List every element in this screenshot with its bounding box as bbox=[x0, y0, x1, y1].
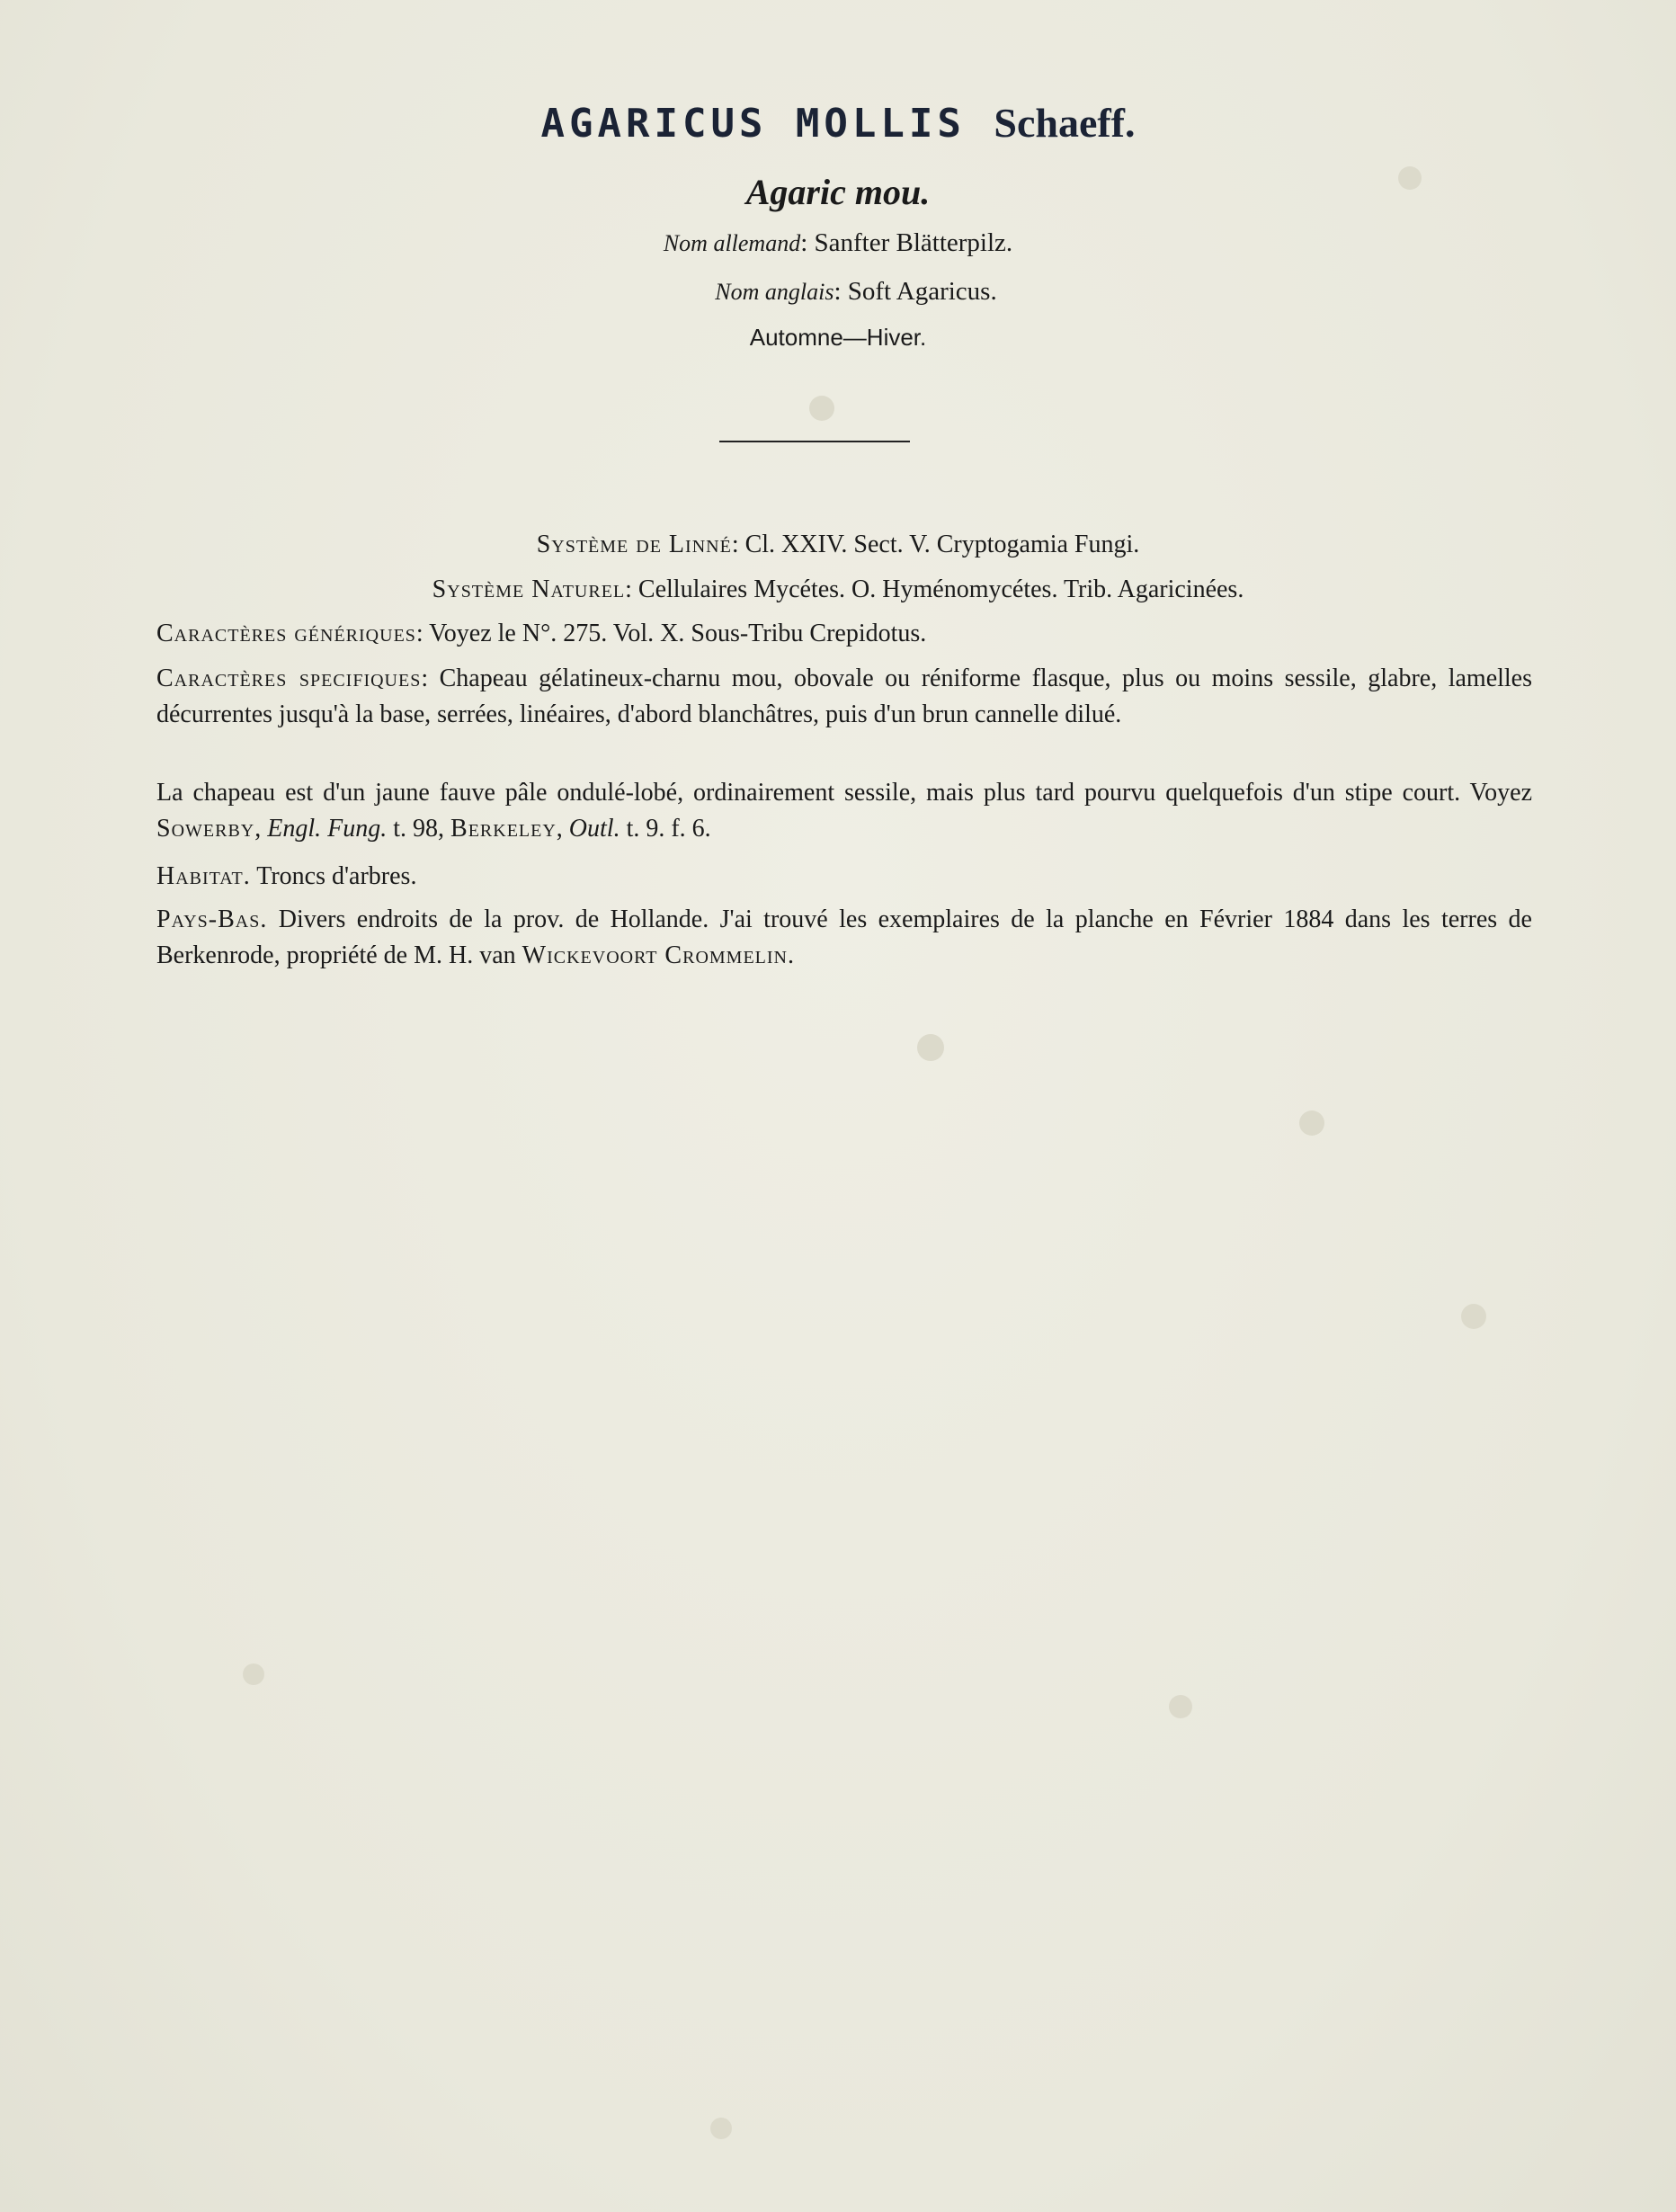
german-label: Nom allemand bbox=[663, 230, 801, 256]
foxing-spot bbox=[917, 1034, 944, 1061]
linne-text: : Cl. XXIV. Sect. V. Cryptogamia Fungi. bbox=[731, 531, 1140, 558]
habitat-paragraph bbox=[156, 859, 1532, 895]
berkeley-ref: Berkeley bbox=[450, 815, 557, 843]
foxing-spot bbox=[243, 1663, 264, 1685]
generiques-paragraph bbox=[156, 616, 1532, 652]
habitat-text: Troncs d'arbres. bbox=[250, 862, 417, 890]
naturel-line bbox=[0, 571, 1676, 608]
foxing-spot bbox=[710, 2118, 732, 2139]
engl-fung-ref: Engl. Fung. bbox=[267, 815, 388, 843]
english-name: : Soft Agaricus. bbox=[834, 277, 997, 306]
foxing-spot bbox=[1461, 1304, 1486, 1329]
paysbas-text: Divers endroits de la prov. de Hollande. J'ai trouvé les exemplaires de la planche en Février 1884 dans les terres de Berkenrode, propriété de M. H. van bbox=[156, 905, 1532, 969]
outl-ref: Outl. bbox=[568, 815, 620, 843]
english-label: Nom anglais bbox=[715, 279, 834, 305]
chapeau-text-2: t. 98, bbox=[387, 815, 451, 843]
german-name: : Sanfter Blätterpilz. bbox=[800, 228, 1013, 257]
specifiques-paragraph bbox=[156, 661, 1532, 733]
season-line: Automne—Hiver. bbox=[749, 324, 927, 351]
paysbas-label: Pays-Bas. bbox=[156, 905, 268, 933]
crommelin-name: Wickevoort Crommelin. bbox=[522, 941, 795, 969]
habitat-label: Habitat. bbox=[156, 862, 251, 890]
generiques-text: : Voyez le N°. 275. Vol. X. Sous-Tribu Crepidotus. bbox=[415, 620, 927, 647]
generiques-label: Caractères génériques bbox=[156, 620, 416, 647]
common-name: Agaric mou. bbox=[745, 172, 931, 212]
linne-line bbox=[0, 526, 1676, 563]
species-author: Schaeff. bbox=[994, 100, 1136, 146]
naturel-text: : Cellulaires Mycétes. O. Hyménomycétes. Trib. Agaricinées. bbox=[625, 575, 1244, 603]
sowerby-ref: Sowerby bbox=[156, 815, 255, 843]
chapeau-paragraph: La chapeau est d'un jaune fauve pâle ondulé-lobé, ordinairement sessile, mais plus tard pourvu quelquefois d'un stipe court. Voyez Sowerby, Engl. Fung. t. 98, Berkeley, Outl. t. 9. f. 6. bbox=[156, 779, 1532, 843]
naturel-label: Système Naturel bbox=[432, 575, 626, 603]
chapeau-text-1: La chapeau est d'un jaune fauve pâle ondulé-lobé, ordinairement sessile, mais plus tard pourvu quelquefois d'un stipe court. Voyez bbox=[156, 779, 1532, 807]
chapeau-text-3: t. 9. f. 6. bbox=[620, 815, 711, 843]
german-name-line bbox=[0, 228, 1676, 258]
english-name-line bbox=[0, 277, 1676, 307]
divider-rule bbox=[719, 441, 910, 442]
species-title bbox=[0, 99, 1676, 147]
foxing-spot bbox=[1169, 1695, 1192, 1718]
foxing-spot bbox=[1299, 1110, 1324, 1136]
linne-label: Système de Linné bbox=[536, 531, 732, 558]
foxing-spot bbox=[809, 396, 834, 421]
specifiques-label: Caractères specifiques bbox=[156, 664, 422, 692]
species-name: AGARICUS MOLLIS bbox=[540, 101, 966, 147]
paysbas-paragraph bbox=[156, 902, 1532, 974]
specifiques-text: : Chapeau gélatineux-charnu mou, obovale ou réniforme flasque, plus ou moins sessile, glabre, lamelles décurrentes jusqu'à la base, serrées, linéaires, d'abord blanchâtres, puis d'un brun cannelle dilué. bbox=[156, 664, 1532, 728]
foxing-spot bbox=[1398, 166, 1422, 190]
